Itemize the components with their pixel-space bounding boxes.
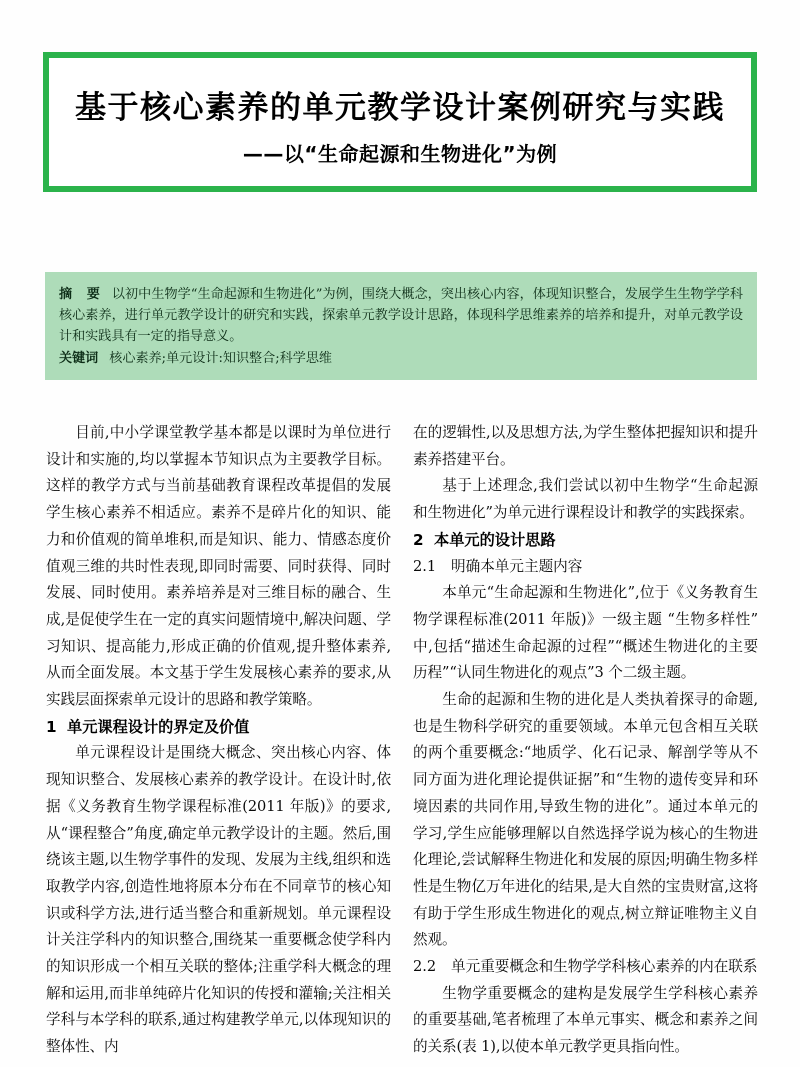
section-title: 本单元的设计思路	[434, 530, 556, 549]
abstract-paragraph	[59, 284, 743, 348]
paragraph: 基于上述理念,我们尝试以初中生物学“生命起源和生物进化”为单元进行课程设计和教学的实践探索。	[413, 477, 758, 522]
subsection-heading-2-2	[413, 954, 758, 981]
subsection-number: 2.2	[413, 958, 437, 976]
abstract-text: 以初中生物学“生命起源和生物进化”为例，围绕大概念，突出核心内容，体现知识整合，发展学生生物学学科核心素养，进行单元教学设计的研究和实践，探索单元教学设计思路，体现科学思维素养的培养和提升，对单元教学设计和实践具有一定的指导意义。	[59, 287, 743, 345]
section-number: 1	[46, 717, 57, 736]
page-subtitle: ——以“生命起源和生物进化”为例	[242, 142, 558, 166]
keywords-line	[59, 348, 743, 369]
keywords-label: 关键词	[59, 350, 99, 366]
paragraph: 生物学重要概念的建构是发展学生学科核心素养的重要基础,笔者梳理了本单元事实、概念和素养之间的关系(表 1),以使本单元教学更具指向性。	[413, 984, 758, 1056]
body-columns	[46, 420, 758, 1068]
right-column	[413, 420, 758, 1068]
paragraph: 目前,中小学课堂教学基本都是以课时为单位进行设计和实施的,均以掌握本节知识点为主要教学目标。这样的教学方式与当前基础教育课程改革提倡的发展学生核心素养不相适应。素养不是碎片化的知识、能力和价值观的简单堆积,而是知识、能力、情感态度价值观三维的共时性表现,即同时需要、同时获得、同时发展、同时使用。素养培养是对三维目标的融合、生成,是促使学生在一定的真实问题情境中,解决问题、学习知识、提高能力,形成正确的价值观,提升整体素养,从而全面发展。本文基于学生发展核心素养的要求,从实践层面探索单元设计的思路和教学策略。	[46, 424, 391, 709]
subsection-title: 单元重要概念和生物学学科核心素养的内在联系	[451, 958, 758, 976]
section-title: 单元课程设计的界定及价值	[67, 717, 250, 736]
title-box	[43, 52, 757, 192]
subsection-title: 明确本单元主题内容	[451, 557, 583, 575]
abstract-box	[45, 272, 757, 380]
abstract-label: 摘 要	[59, 287, 105, 302]
paragraph: 单元课程设计是围绕大概念、突出核心内容、体现知识整合、发展核心素养的教学设计。在设计时,依据《义务教育生物学课程标准(2011 年版)》的要求,从“课程整合”角度,确定单元教学设计的主题。然后,围绕该主题,以生物学事件的发现、发展为主线,组织和选取教学内容,创造性地将原本分布在不同章节的核心知识或科学方法,进行适当整合和重新规划。单元课程设计关注学科内的知识整合,围绕某一重要概念使学科内的知识形成一个相互关联的整体;注重学科大概念的理解和运用,而非单纯碎片化知识的传授和灌输;关注相关学科与本学科的联系,通过构建教学单元,以体现知识的整体性、内	[46, 744, 391, 1056]
section-heading-1	[46, 714, 391, 741]
page-title: 基于核心素养的单元教学设计案例研究与实践	[75, 90, 725, 126]
paragraph: 本单元“生命起源和生物进化”,位于《义务教育生物学课程标准(2011 年版)》一级主题 “生物多样性”中,包括“描述生命起源的过程”“概述生物进化的主要历程”“认同生物进化的观点”3 个二级主题。	[413, 584, 758, 682]
section-heading-2	[413, 527, 758, 554]
paragraph: 生命的起源和生物的进化是人类执着探寻的命题,也是生物科学研究的重要领域。本单元包含相互关联的两个重要概念:“地质学、化石记录、解剖学等从不同方面为进化理论提供证据”和“生物的遗传变异和环境因素的共同作用,导致生物的进化”。通过本单元的学习,学生应能够理解以自然选择学说为核心的生物进化理论,尝试解释生物进化和发展的原因;明确生物多样性是生物亿万年进化的结果,是大自然的宝贵财富,这将有助于学生形成生物进化的观点,树立辩证唯物主义自然观。	[413, 691, 758, 949]
left-column	[46, 420, 391, 1068]
subsection-heading-2-1	[413, 554, 758, 581]
paragraph-continuation: 在的逻辑性,以及思想方法,为学生整体把握知识和提升素养搭建平台。	[413, 424, 758, 468]
section-number: 2	[413, 530, 424, 549]
subsection-number: 2.1	[413, 557, 437, 575]
keywords-text: 核心素养;单元设计:知识整合;科学思维	[109, 350, 333, 366]
